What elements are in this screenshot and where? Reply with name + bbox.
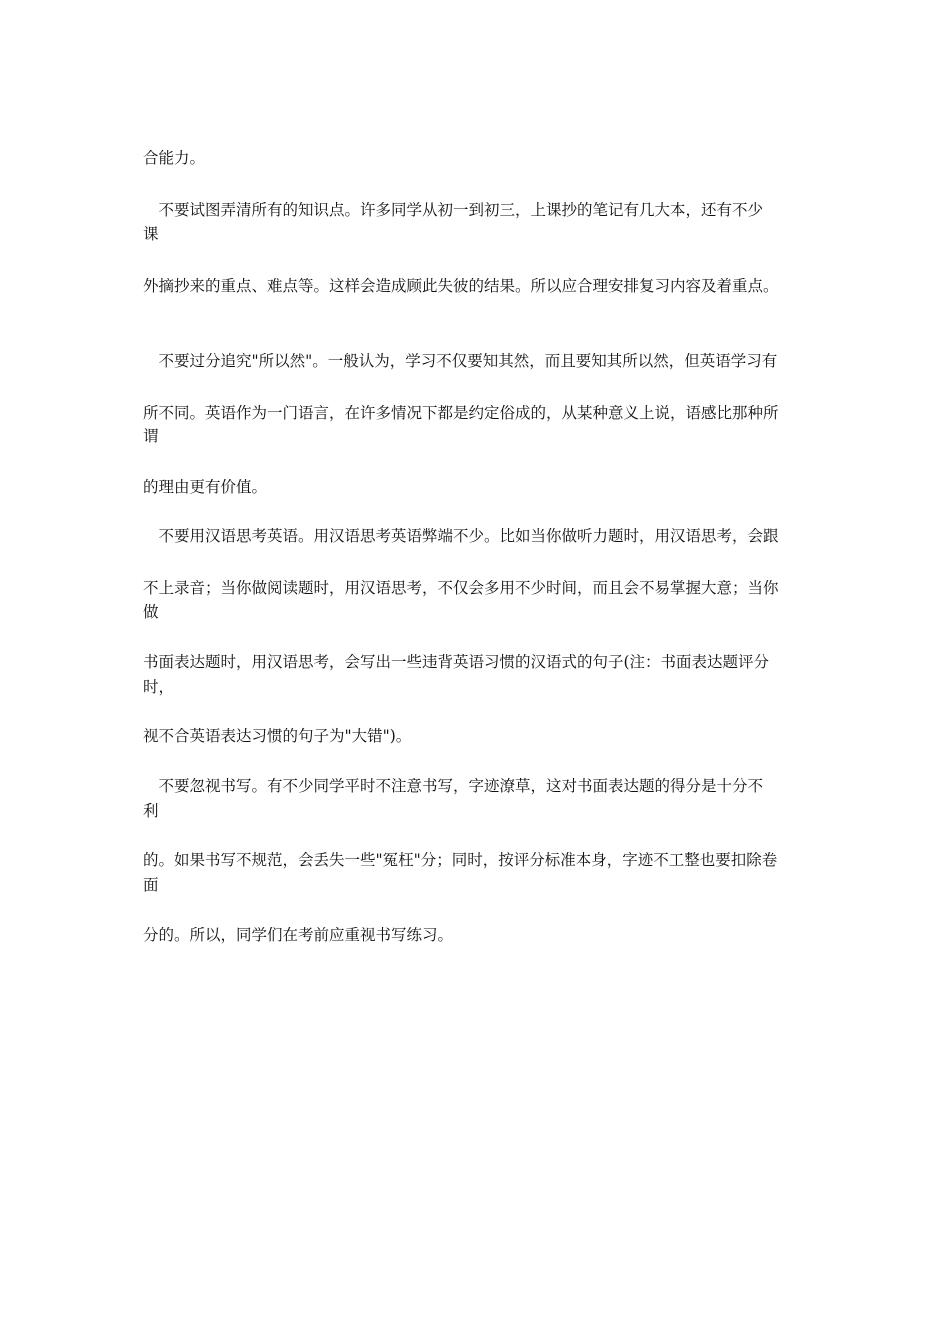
text-line-8: 的理由更有价值。 <box>143 478 268 496</box>
text-line-9: 不要用汉语思考英语。用汉语思考英语弊端不少。比如当你做听力题时，用汉语思考，会跟 <box>143 527 779 545</box>
text-line-19: 分的。所以，同学们在考前应重视书写练习。 <box>143 926 454 944</box>
text-line-4: 外摘抄来的重点、难点等。这样会造成顾此失彼的结果。所以应合理安排复习内容及着重点。 <box>143 277 779 295</box>
text-line-17: 的。如果书写不规范，会丢失一些"冤枉"分；同时，按评分标准本身，字迹不工整也要扣除卷 <box>143 851 778 869</box>
text-line-15: 不要忽视书写。有不少同学平时不注意书写，字迹潦草，这对书面表达题的得分是十分不 <box>143 777 764 795</box>
text-line-6: 所不同。英语作为一门语言，在许多情况下都是约定俗成的，从某种意义上说，语感比那种所 <box>143 404 779 422</box>
text-line-11: 做 <box>143 603 159 621</box>
text-line-2: 不要试图弄清所有的知识点。许多同学从初一到初三，上课抄的笔记有几大本，还有不少 <box>143 201 764 219</box>
text-line-5: 不要过分追究"所以然"。一般认为，学习不仅要知其然，而且要知其所以然，但英语学习有 <box>143 352 778 370</box>
text-line-12: 书面表达题时，用汉语思考，会写出一些违背英语习惯的汉语式的句子(注：书面表达题评分 <box>143 653 770 671</box>
text-line-14: 视不合英语表达习惯的句子为"大错")。 <box>143 727 412 745</box>
text-line-18: 面 <box>143 876 159 894</box>
text-line-7: 谓 <box>143 427 159 445</box>
text-line-10: 不上录音；当你做阅读题时，用汉语思考，不仅会多用不少时间，而且会不易掌握大意；当你 <box>143 579 779 597</box>
text-line-16: 利 <box>143 802 159 820</box>
text-line-3: 课 <box>143 225 159 243</box>
text-line-13: 时， <box>143 678 175 696</box>
text-line-1: 合能力。 <box>143 149 206 167</box>
